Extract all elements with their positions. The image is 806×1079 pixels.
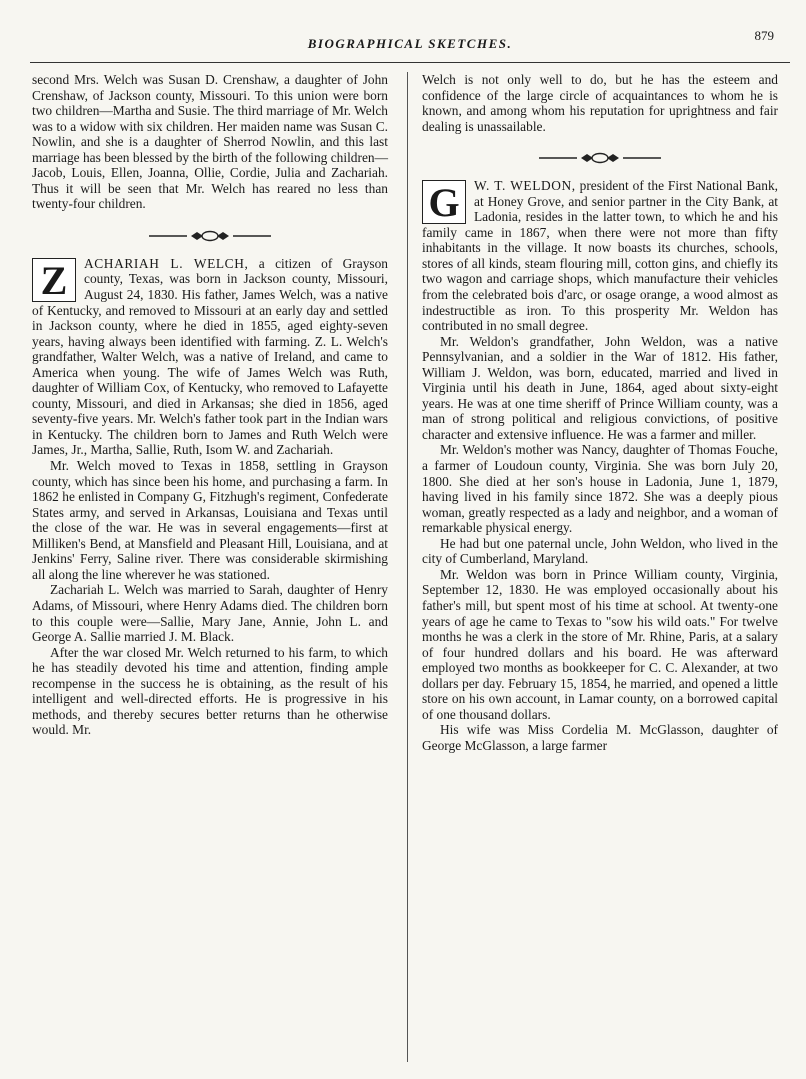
paragraph: His wife was Miss Cordelia M. McGlasson, daughter of George McGlasson, a large farmer xyxy=(422,722,778,753)
paragraph: Mr. Weldon's mother was Nancy, daughter of Thomas Fouche, a farmer of Loudoun county, Virginia. She was born July 20, 1800. She died at her son's house in Ladonia, June 1, 1879, having lived in his family since 1872. She was a deeply pious woman, greatly respected as a lady and neighbor, and a woman of remarkable physical energy. xyxy=(422,442,778,536)
running-head: BIOGRAPHICAL SKETCHES. xyxy=(307,36,513,51)
paragraph: After the war closed Mr. Welch returned to his farm, to which he has steadily devoted his time and attention, finding ample recompense in the success he is obtaining, as the result of his intelligent and well-directed efforts. He is progressive in his methods, and thereby secures better returns than he otherwise would. Mr. xyxy=(32,644,388,738)
paragraph: He had but one paternal uncle, John Weldon, who lived in the city of Cumberland, Maryland. xyxy=(422,535,778,567)
dropcap-letter: Z xyxy=(32,258,76,302)
page-number: 879 xyxy=(754,28,774,43)
left-column xyxy=(32,72,388,738)
entry-text: a citizen of Grayson county, Texas, was born in Jackson county, Missouri, August 24, 1830. His father, James Welch, was a native of Kentucky, and removed to Missouri at an early day and settled in Jackson county, where he died in 1855, aged eighty-seven years, having always been identified with farming. Z. L. Welch's grandfather, Walter Welch, was a native of Ireland, and came to America when young. The wife of James Welch was Ruth, daughter of William Cox, of Kentucky, who removed to Lafayette county, Missouri, and died in Arkansas; she died in 1856, aged seventy-five years. Mr. Welch's father took part in the Indian wars in Kentucky. The children born to James and Ruth Welch were James, Jr., Martha, Sallie, Ruth, Isom W. and Zachariah. xyxy=(32,255,388,458)
page-header xyxy=(30,28,790,54)
paragraph: Zachariah L. Welch was married to Sarah, daughter of Henry Adams, of Missouri, where Henry Adams died. The children born to this couple were—Sallie, Mary Jane, Annie, John L. and George A. Sallie married J. M. Black. xyxy=(32,582,388,645)
right-column xyxy=(422,72,778,753)
entry-text: president of the First National Bank, at Honey Grove, and senior partner in the City Bank, at Ladonia, resides in the latter town, to which he and his family came in 1867, when there were not more than fifty inhabitants in the village. It now boasts its churches, schools, stores of all kinds, steam flouring mill, cotton gins, and chiefly its two wagon and carriage shops, which manufacture their vehicles from the celebrated bois d'arc, or osage orange, a wood almost as indestructible as iron. To this prosperity Mr. Weldon has contributed in no small degree. xyxy=(422,178,778,334)
entry-name: W. T. WELDON, xyxy=(474,178,576,194)
entry-weldon xyxy=(422,178,778,333)
paragraph: Mr. Welch moved to Texas in 1858, settling in Grayson county, which has since been his home, and purchasing a farm. In 1862 he enlisted in Company G, Fitzhugh's regiment, Confederate States army, and served in Arkansas, Louisiana and Texas until the close of the war. He was in several engagements—first at Milliken's Bend, at Mansfield and Pleasant Hill, Louisiana, and at Jenkins' Ferry, Saline river. There was considerable skirmishing all along the line wherever he was stationed. xyxy=(32,458,388,582)
paragraph: Mr. Weldon's grandfather, John Weldon, was a native Pennsylvanian, and a soldier in the War of 1812. His father, William J. Weldon, was born, educated, married and lived in Virginia until his death in June, 1864, aged about sixty-eight years. He was at one time sheriff of Prince William county, was a man of strong political and religious convictions, of positive character and extensive influence. He was a farmer and miller. xyxy=(422,333,778,442)
paragraph: Mr. Weldon was born in Prince William county, Virginia, September 12, 1830. He was employed occasionally about his father's mill, but spent most of his time at school. At twenty-one years of age he came to Texas to "sow his wild oats." For twelve months he was a clerk in the store of Mr. Rhine, Paris, at a salary of four hundred dollars and his board. He was afterward employed two months as bookkeeper for C. C. Alexander, at two dollars per day. February 15, 1854, he married, and opened a little store on his own account, in Lamar county, on a borrowed capital of one thousand dollars. xyxy=(422,566,778,722)
entry-welch xyxy=(32,256,388,458)
column-divider xyxy=(407,72,408,1062)
ornament-divider xyxy=(145,230,275,242)
paragraph: second Mrs. Welch was Susan D. Crenshaw, a daughter of John Crenshaw, of Jackson county, Missouri. To this union were born two children—Martha and Susie. The third marriage of Mr. Welch was to a widow with six children. Her maiden name was Susan C. Nowlin, and she is a daughter of Sherrod Nowlin, and this last marriage has been blessed by the birth of the following children—Jacob, Louis, Ellen, Joanna, Ollie, Cordie, Julia and Zachariah. Thus it will be seen that Mr. Welch has reared no less than twenty-four children. xyxy=(32,72,388,212)
ornament-divider xyxy=(535,152,665,164)
dropcap-letter: G xyxy=(422,180,466,224)
header-rule xyxy=(30,62,790,63)
paragraph: Welch is not only well to do, but he has the esteem and confidence of the large circle of acquaintances to whom he is known, and among whom his reputation for uprightness and fair dealing is unassailable. xyxy=(422,72,778,134)
entry-name: ACHARIAH L. WELCH, xyxy=(84,255,249,271)
